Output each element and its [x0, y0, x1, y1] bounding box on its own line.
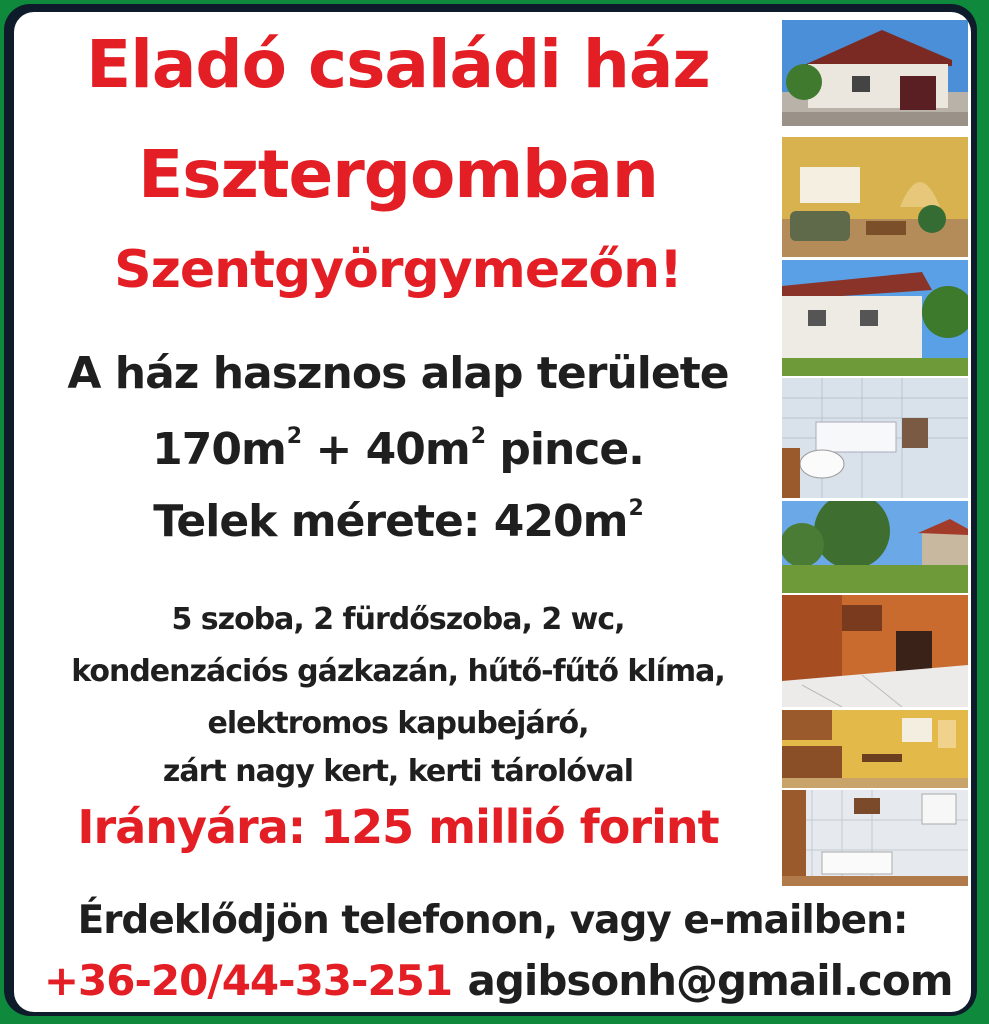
feature-line: zárt nagy kert, kerti tárolóval — [162, 754, 634, 789]
squared-mark: 2 — [286, 424, 302, 450]
area-heading: A ház hasznos alap területe — [67, 348, 729, 399]
hallway-photo — [782, 595, 968, 707]
squared-mark: 2 — [470, 424, 486, 450]
feature-line: kondenzációs gázkazán, hűtő-fűtő klíma, — [71, 654, 725, 689]
area-values — [14, 424, 782, 475]
headline-line2: Esztergomban — [138, 136, 658, 213]
ad-card — [14, 12, 971, 1012]
feature-line: elektromos kapubejáró, — [207, 706, 589, 741]
house-back-photo — [782, 260, 968, 376]
bathroom-photo — [782, 378, 968, 498]
plot-area: 420m — [493, 496, 628, 547]
outer-frame — [4, 4, 977, 1016]
cellar-area: 40m — [365, 424, 470, 475]
email-address[interactable]: agibsonh@gmail.com — [467, 956, 953, 1005]
living-room-photo — [782, 137, 968, 257]
kitchen-photo — [782, 710, 968, 788]
price: Irányára: 125 millió forint — [77, 800, 719, 854]
plot-label: Telek mérete: — [153, 496, 480, 547]
contact-prompt: Érdeklődjön telefonon, vagy e-mailben: — [77, 898, 908, 943]
phone-number[interactable]: +36-20/44-33-251 — [43, 956, 453, 1005]
squared-mark: 2 — [628, 496, 643, 522]
garden-photo — [782, 501, 968, 593]
cellar-label: pince. — [499, 424, 644, 475]
feature-line: 5 szoba, 2 fürdőszoba, 2 wc, — [171, 602, 625, 637]
headline-line1: Eladó családi ház — [86, 26, 710, 103]
house-front-photo — [782, 20, 968, 126]
headline-line3: Szentgyörgymezőn! — [114, 240, 682, 300]
plus-sign: + — [315, 424, 352, 475]
plot-size — [14, 496, 782, 547]
shower-room-photo — [782, 790, 968, 886]
house-area: 170m — [152, 424, 286, 475]
